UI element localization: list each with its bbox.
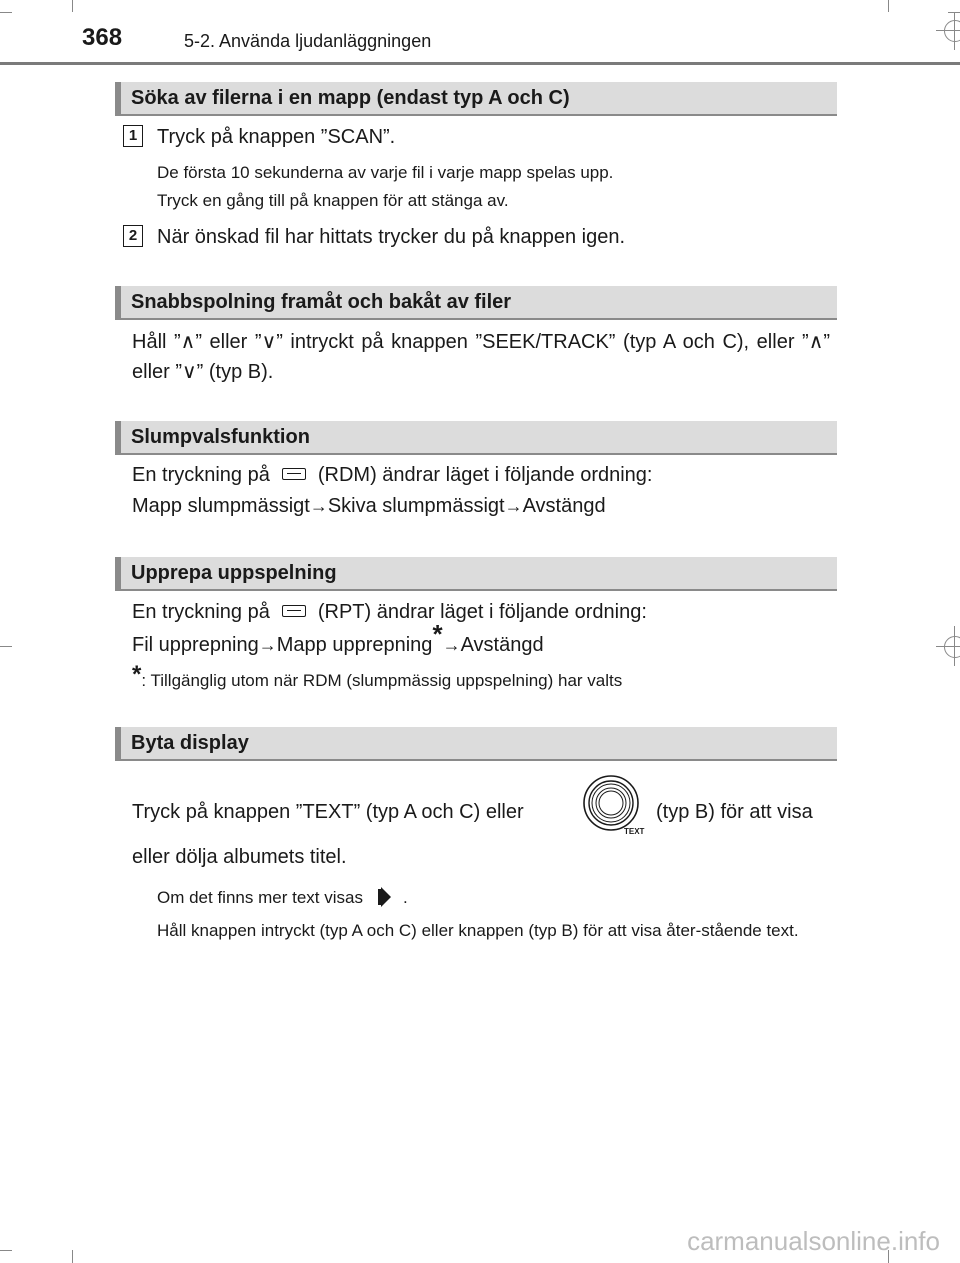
section-heading-fast-forward (115, 286, 837, 320)
section-title: Upprepa uppspelning (131, 562, 337, 584)
paragraph-line: eller dölja albumets titel. (132, 846, 347, 868)
sequence-item: Avstängd (522, 495, 606, 517)
more-text-arrow-icon (375, 885, 395, 909)
crop-mark (936, 646, 960, 647)
section-title: Slumpvalsfunktion (131, 426, 310, 448)
crop-mark (0, 646, 12, 647)
crop-mark (954, 626, 955, 666)
paragraph-line: (typ B) för att visa (656, 801, 813, 823)
crop-mark (954, 12, 955, 50)
page-number: 368 (82, 24, 123, 51)
paragraph: Håll ”∧” eller ”∨” intryckt på knappen ”SEEK/TRACK” (typ A och C), eller ”∧” eller ”∨” (typ B). (132, 331, 830, 383)
crop-mark (0, 12, 12, 13)
sequence-item: Avstängd (460, 634, 544, 656)
section-heading-random (115, 421, 837, 455)
sequence-item: Mapp upprepning (276, 634, 433, 656)
registration-mark (944, 636, 960, 658)
knob-label: TEXT (624, 827, 645, 836)
text-knob-icon (582, 774, 648, 840)
asterisk: * (432, 619, 443, 649)
chapter-title: 5-2. Använda ljudanläggningen (184, 31, 432, 51)
paragraph-line (132, 460, 652, 490)
crop-mark (72, 0, 73, 12)
button-icon (282, 468, 306, 480)
section-heading-repeat (115, 557, 837, 591)
paragraph-line (132, 597, 647, 627)
footnote-text: : Tillgänglig utom när RDM (slumpmässig uppspelning) har valts (141, 671, 623, 690)
section-title: Snabbspolning framåt och bakåt av filer (131, 291, 512, 313)
crop-mark (888, 0, 889, 12)
section-heading-scan (115, 82, 837, 116)
text-segment: (RDM) ändrar läget i följande ordning: (317, 464, 653, 486)
note-text: Tryck en gång till på knappen för att stänga av. (157, 191, 509, 210)
step-number: 1 (123, 125, 143, 147)
note-line (157, 884, 408, 912)
sequence-item: Skiva slumpmässigt (327, 495, 505, 517)
footnote (132, 661, 623, 695)
paragraph-line: Tryck på knappen ”TEXT” (typ A och C) eller (132, 801, 524, 823)
step-number: 2 (123, 225, 143, 247)
header-rule (0, 62, 960, 65)
arrow-right-icon: → (442, 635, 461, 655)
section-title: Byta display (131, 732, 249, 754)
arrow-right-icon: → (258, 635, 277, 655)
note-text: De första 10 sekunderna av varje fil i varje mapp spelas upp. (157, 163, 614, 182)
registration-mark (944, 20, 960, 42)
section-heading-display (115, 727, 837, 761)
step-text: När önskad fil har hittats trycker du på knappen igen. (157, 226, 626, 248)
section-title: Söka av filerna i en mapp (endast typ A och C) (131, 87, 570, 109)
sequence-item: Fil upprepning (132, 634, 259, 656)
note-text: Håll knappen intryckt (typ A och C) eller knappen (typ B) för att visa åter-stående text. (157, 921, 799, 940)
arrow-right-icon: → (309, 496, 328, 516)
asterisk: * (132, 661, 142, 688)
arrow-right-icon: → (504, 496, 523, 516)
watermark: carmanualsonline.info (687, 1226, 940, 1256)
button-icon (282, 605, 306, 617)
sequence-item: Mapp slumpmässigt (132, 495, 310, 517)
crop-mark (72, 1250, 73, 1263)
sequence-line (132, 619, 544, 660)
note-text: Om det finns mer text visas (157, 888, 363, 907)
text-segment: En tryckning på (132, 601, 270, 623)
crop-mark (0, 1250, 12, 1251)
step-text: Tryck på knappen ”SCAN”. (157, 126, 396, 148)
note-text: . (402, 888, 408, 907)
sequence-line (132, 491, 606, 521)
text-segment: (RPT) ändrar läget i följande ordning: (317, 601, 647, 623)
crop-mark (936, 30, 960, 31)
text-segment: En tryckning på (132, 464, 270, 486)
